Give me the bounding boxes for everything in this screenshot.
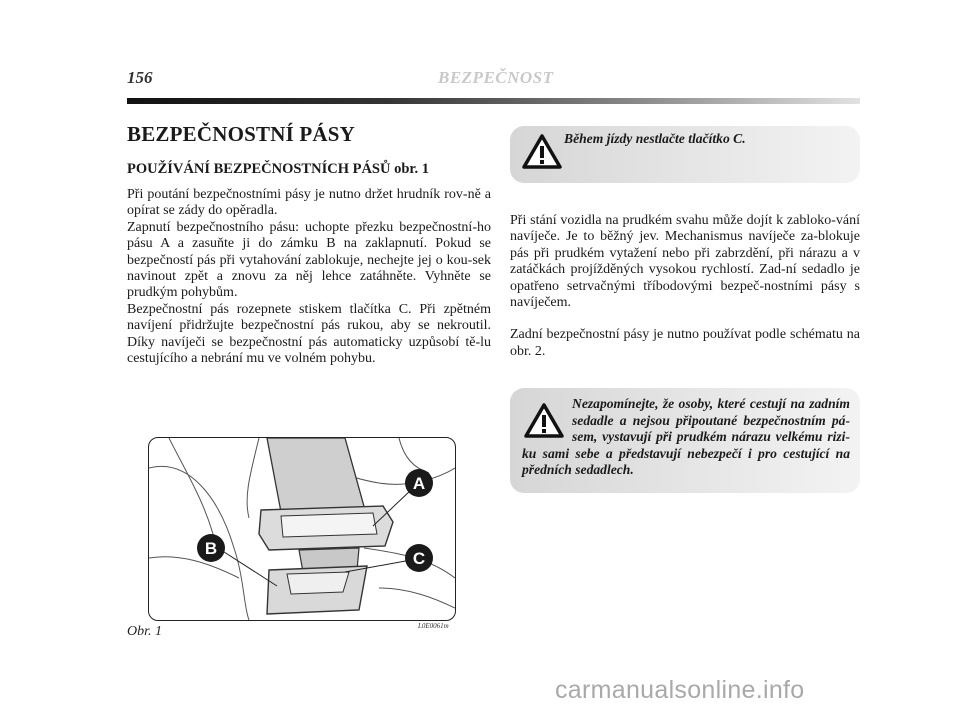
seatbelt-buckle-illustration — [149, 438, 455, 620]
svg-text:C: C — [412, 549, 426, 568]
label-a — [405, 469, 433, 497]
subsection-title: POUŽÍVÁNÍ BEZPEČNOSTNÍCH PÁSŮ obr. 1 — [127, 161, 430, 177]
warning-triangle-icon — [520, 131, 564, 171]
figure-caption: Obr. 1 — [127, 624, 163, 639]
running-header: BEZPEČNOST — [438, 68, 554, 87]
warning-triangle-icon — [522, 400, 566, 440]
warning-box — [510, 126, 860, 183]
paragraph: Bezpečnostní pás rozepnete stiskem tlačítka C. Při zpětném navíjení přidržujte bezpečnostní pás rukou, aby se nekroutil. Díky navíječi se bezpečnostní pás automaticky uzpůsobí tě-lu cestujícího a nebrání mu ve volném pohybu. — [127, 301, 491, 367]
paragraph: Zapnutí bezpečnostního pásu: uchopte přezku bezpečnostní-ho pásu A a zasuňte ji do zámku B na zaklapnutí. Pokud se bezpečností pás při vytahování zablokuje, nechejte jej o kou-sek navinout zpět a znovu za něj lehce zatáhněte. Vyhněte se prudkým pohybům. — [127, 219, 491, 301]
paragraph: Při poutání bezpečnostními pásy je nutno držet hrudník rov-ně a opírat se zády do opěradla. — [127, 187, 491, 219]
svg-text:A: A — [412, 474, 426, 493]
section-title: BEZPEČNOSTNÍ PÁSY — [127, 122, 356, 146]
warning-text: Během jízdy nestlačte tlačítko C. — [564, 131, 746, 146]
label-b — [197, 534, 225, 562]
warning-box — [510, 388, 860, 493]
paragraph: Při stání vozidla na prudkém svahu může dojít k zabloko-vání navíječe. Je to běžný jev. Mechanismus navíječe za-blokuje pás při prudkém vytažení nebo při zabrzdění, při nárazu a v zatáčkách projížděných vysokou rychlostí. Zad-ní sedadlo je opatřeno setrvačnými tříbodovými bezpeč-nostními pásy s navíječem. — [510, 213, 860, 311]
seatbelt-figure — [148, 437, 456, 621]
header-rule — [127, 98, 860, 104]
left-column — [127, 122, 491, 367]
watermark: carmanualsonline.info — [555, 676, 805, 704]
figure-code: L0E0061m — [418, 622, 449, 630]
warning-text: Nezapomínejte, že osoby, které cestují na zadním sedadle a nejsou připoutané bezpečnostním pá-sem, vystavují při prudkém nárazu velkému rizi-ku sami sebe a představují nebezpečí i pro cestující na předních sedadlech. — [522, 396, 850, 478]
paragraph: Zadní bezpečnostní pásy je nutno používat podle schématu na obr. 2. — [510, 327, 860, 359]
svg-text:B: B — [204, 539, 218, 558]
label-c — [405, 544, 433, 572]
right-column — [510, 126, 860, 493]
page-number: 156 — [127, 68, 153, 87]
